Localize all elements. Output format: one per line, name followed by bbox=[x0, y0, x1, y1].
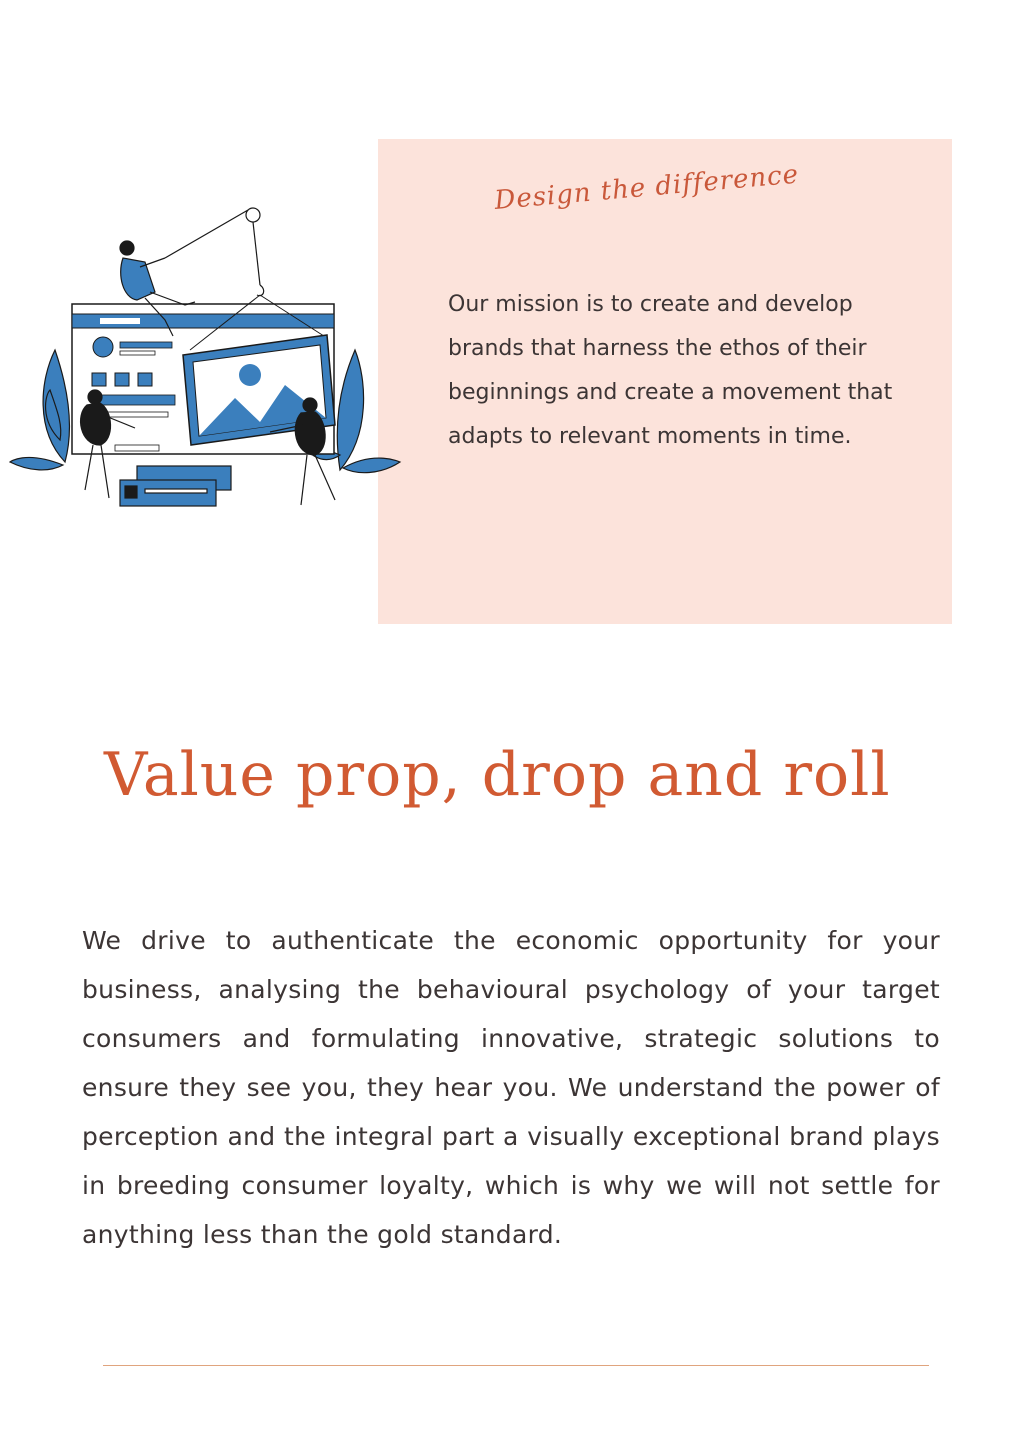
section-heading: Value prop, drop and roll bbox=[104, 740, 891, 810]
script-title: Design the difference bbox=[493, 159, 801, 217]
divider bbox=[103, 1365, 929, 1366]
left-plant-icon bbox=[10, 350, 70, 470]
section-body: We drive to authenticate the economic opportunity for your business, analysing the behavioural psychology of your target consumers and formulating innovative, strategic solutions to ensure they see you, they hear you. We understand the power of perception and the integral part a visually exceptional brand plays in breeding consumer loyalty, which is why we will not settle for anything less than the gold standard. bbox=[82, 926, 940, 1249]
web-design-illustration bbox=[5, 200, 405, 515]
mission-text: Our mission is to create and develop brands that harness the ethos of their beginnings and create a movement that adapts to relevant moments in time. bbox=[448, 292, 893, 449]
stacked-cards-icon bbox=[120, 466, 231, 506]
crane-hook-icon bbox=[165, 208, 264, 296]
